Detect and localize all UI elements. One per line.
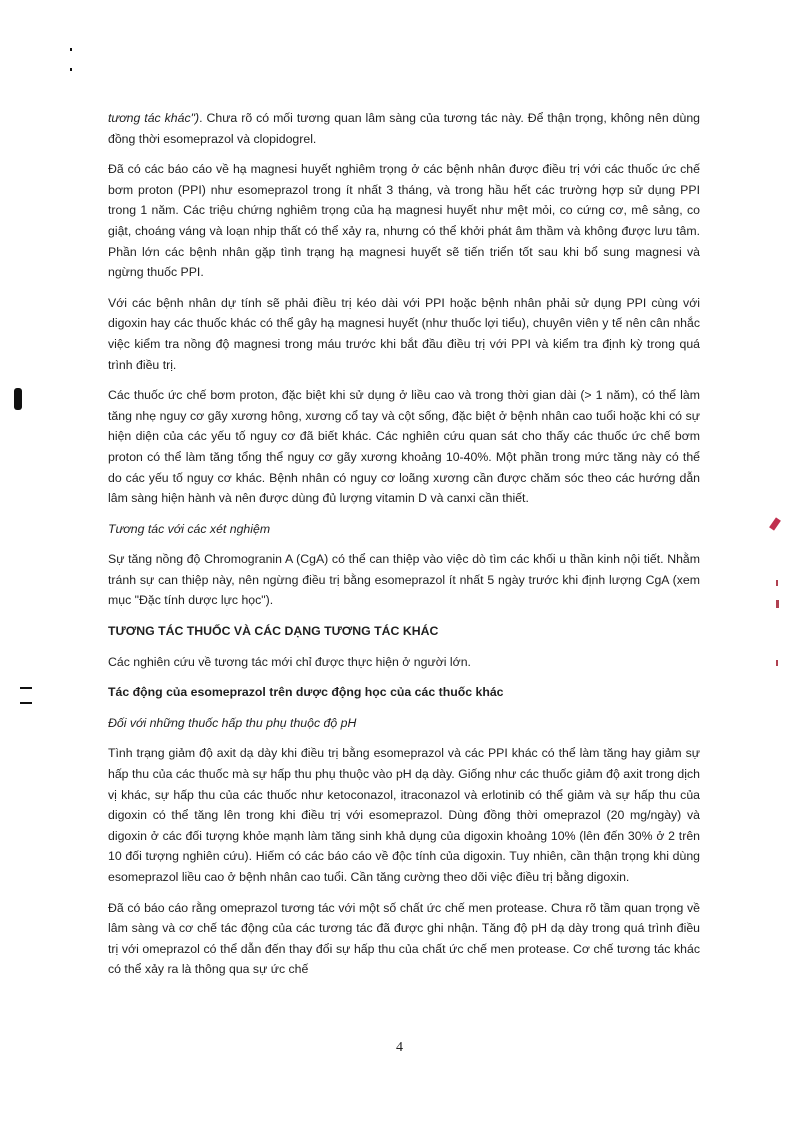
scan-mark xyxy=(20,702,32,704)
scan-mark xyxy=(14,388,22,410)
paragraph-chromogranin: Sự tăng nồng độ Chromogranin A (CgA) có thể can thiệp vào việc dò tìm các khối u thần kinh nội tiết. Nhằm tránh sự can thiệp này, nên ngừng điều trị bằng esomeprazol ít nhất 5 ngày trước khi định lượng CgA (xem mục "Đặc tính dược lực học"). xyxy=(108,552,700,608)
document-body xyxy=(108,108,700,990)
subheading-ph-dependent: Đối với những thuốc hấp thu phụ thuộc độ pH xyxy=(108,715,357,730)
scan-mark xyxy=(70,68,72,71)
paragraph-continuation: tương tác khác"). Chưa rõ có mối tương quan lâm sàng của tương tác này. Để thận trọng, không nên dùng đồng thời esomeprazol và clopidogrel. xyxy=(108,111,700,146)
paragraph-ph-absorption: Tình trạng giảm độ axit dạ dày khi điều trị bằng esomeprazol và các PPI khác có thể làm tăng hay giảm sự hấp thu của các thuốc mà sự hấp thu phụ thuộc vào pH dạ dày. Giống như các thuốc giảm độ axit trong dịch vị khác, sự hấp thu của các thuốc như ketoconazol, itraconazol và erlotinib có thể giảm và sự hấp thu của digoxin có thể tăng lên trong khi điều trị với esomeprazol. Dùng đồng thời omeprazol (20 mg/ngày) và digoxin ở các đối tượng khỏe mạnh làm tăng sinh khả dụng của digoxin khoảng 10% (lên đến 30% ở 2 trên 10 đối tượng nghiên cứu). Hiếm có các báo cáo về độc tính của digoxin. Tuy nhiên, cần thận trọng khi dùng esomeprazol liều cao ở bệnh nhân cao tuổi. Cần tăng cường theo dõi việc điều trị bằng digoxin. xyxy=(108,746,700,884)
subheading-lab-tests: Tương tác với các xét nghiệm xyxy=(108,521,271,536)
scan-mark xyxy=(776,600,779,608)
paragraph-hypomagnesemia: Đã có các báo cáo về hạ magnesi huyết nghiêm trọng ở các bệnh nhân được điều trị với các thuốc ức chế bơm proton (PPI) như esomeprazol trong ít nhất 3 tháng, và trong hầu hết các trường hợp sử dụng PPI trong 1 năm. Các triệu chứng nghiêm trọng của hạ magnesi huyết như mệt mỏi, co cứng cơ, mê sảng, co giật, choáng váng và loạn nhịp thất có thể xảy ra, nhưng có thể khởi phát âm thầm và không được lưu tâm. Phần lớn các bệnh nhân gặp tình trạng hạ magnesi huyết sẽ tiến triển tốt sau khi bổ sung magnesi và ngừng thuốc PPI. xyxy=(108,162,700,280)
paragraph-adult-studies: Các nghiên cứu về tương tác mới chỉ được thực hiện ở người lớn. xyxy=(108,654,471,669)
scan-mark xyxy=(776,660,778,666)
heading-esomeprazole-effect: Tác động của esomeprazol trên dược động học của các thuốc khác xyxy=(108,685,504,700)
scan-mark xyxy=(776,580,778,586)
paragraph-magnesium-monitoring: Với các bệnh nhân dự tính sẽ phải điều trị kéo dài với PPI hoặc bệnh nhân phải sử dụng PPI cùng với digoxin hay các thuốc khác có thể gây hạ magnesi huyết (như thuốc lợi tiểu), chuyên viên y tế nên cân nhắc việc kiểm tra nồng độ magnesi trong máu trước khi bắt đầu điều trị với PPI và kiểm tra định kỳ trong quá trình điều trị. xyxy=(108,295,700,372)
paragraph-fracture-risk: Các thuốc ức chế bơm proton, đặc biệt khi sử dụng ở liều cao và trong thời gian dài (> 1 năm), có thể làm tăng nhẹ nguy cơ gãy xương hông, xương cổ tay và cột sống, đặc biệt ở bệnh nhân cao tuổi hoặc khi có sự hiện diện của các yếu tố nguy cơ đã biết khác. Các nghiên cứu quan sát cho thấy các thuốc ức chế bơm proton có thể làm tăng tổng thể nguy cơ gãy xương khoảng 10-40%. Một phần trong mức tăng này có thể do các yếu tố nguy cơ khác. Bệnh nhân có nguy cơ loãng xương cần được chăm sóc theo các hướng dẫn lâm sàng hiện hành và nên được dùng đủ lượng vitamin D và canxi cần thiết. xyxy=(108,388,700,506)
section-heading-interactions: TƯƠNG TÁC THUỐC VÀ CÁC DẠNG TƯƠNG TÁC KHÁC xyxy=(108,624,439,639)
scan-mark xyxy=(20,687,32,689)
page-number: 4 xyxy=(396,1040,403,1055)
scan-mark xyxy=(70,48,72,51)
paragraph-protease-inhibitors: Đã có báo cáo rằng omeprazol tương tác với một số chất ức chế men protease. Chưa rõ tầm quan trọng về lâm sàng và cơ chế tác động của các tương tác đã được ghi nhận. Tăng độ pH dạ dày trong quá trình điều trị với omeprazol có thể dẫn đến thay đổi sự hấp thu của chất ức chế men protease. Cơ chế tương tác khác có thể xảy ra là thông qua sự ức chế xyxy=(108,900,700,977)
scan-mark xyxy=(769,517,781,530)
